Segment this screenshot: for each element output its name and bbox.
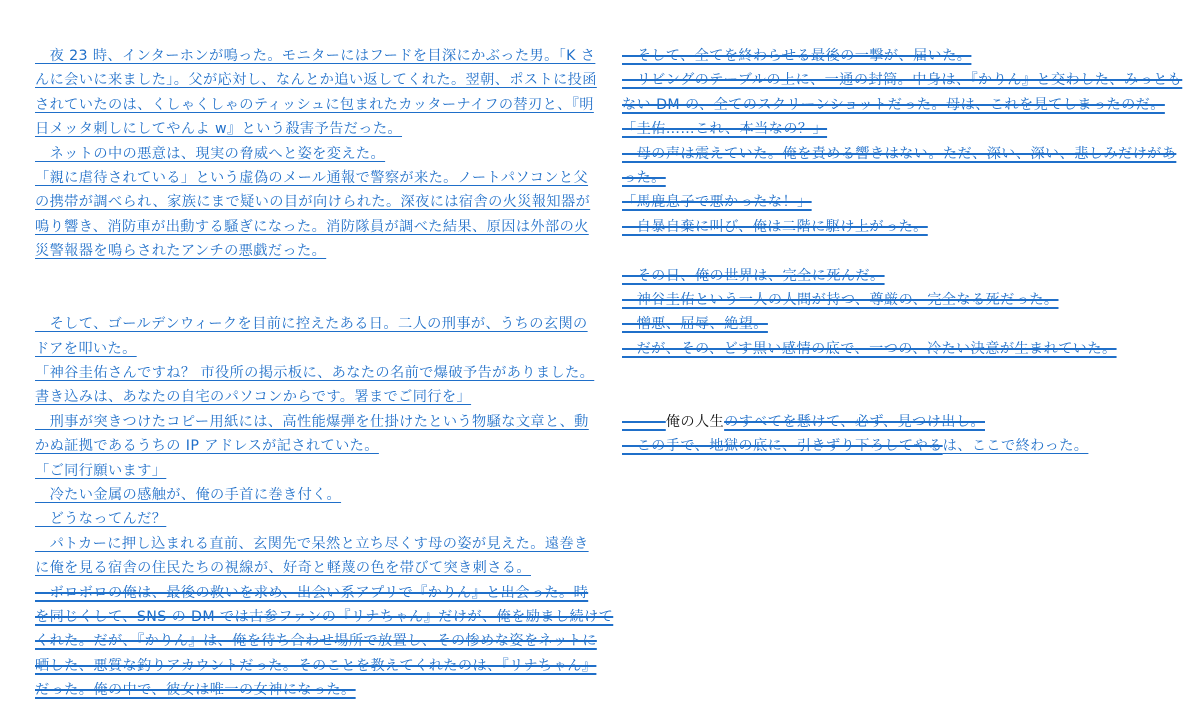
text-line-content: 夜 23 時、インターホンが鳴った。モニターにはフードを目深にかぶった男。「K さ	[35, 48, 596, 64]
text-line	[35, 581, 589, 605]
text-line-content: 日メッタ刺しにしてやんよ w』という殺害予告だった。	[35, 121, 403, 138]
text-line-content: を同じくして、SNS の DM では古参ファンの『リナちゃん』だけが、俺を励まし続けて	[35, 608, 614, 625]
paragraph-gap	[622, 385, 1167, 409]
text-line	[35, 239, 580, 263]
text-line	[35, 215, 589, 239]
paragraph-gap	[622, 361, 1167, 385]
text-line	[622, 142, 1177, 166]
text-line-content: ドアを叩いた。	[35, 340, 137, 357]
text-line-content: されていたのは、くしゃくしゃのティッシュに包まれたカッターナイフの替刃と、『明	[35, 96, 594, 113]
text-line	[622, 93, 1167, 117]
text-line-content: 刑事が突きつけたコピー用紙には、高性能爆弾を仕掛けたという物騒な文章と、動	[35, 413, 589, 430]
text-line	[35, 117, 580, 141]
text-line-content: 「神谷圭佑さんですね？ 市役所の掲示板に、あなたの名前で爆破予告がありました。	[35, 365, 595, 382]
text-line	[35, 337, 580, 361]
text-line	[35, 483, 580, 507]
text-line	[35, 166, 589, 190]
text-line-content: った。	[622, 169, 666, 186]
text-line-content: 「ご同行願います」	[35, 462, 167, 479]
text-line-content: ない DM の、全てのスクリーンショットだった。母は、これを見てしまったのだ。	[622, 96, 1165, 113]
text-line	[622, 434, 1167, 458]
text-segment: 俺の人生	[665, 413, 725, 430]
text-line-content: 「親に虐待されている」という虚偽のメール通報で警察が来た。ノートパソコンと父	[35, 169, 589, 186]
text-line-content: 鳴り響き、消防車が出動する騒ぎになった。消防隊員が調べた結果、原因は外部の火	[35, 218, 589, 235]
text-line	[622, 68, 1183, 92]
paragraph-gap	[622, 239, 1167, 263]
text-line	[622, 288, 1167, 312]
text-line	[35, 605, 614, 629]
text-line-content: 憎悪、屈辱、絶望。	[622, 316, 768, 333]
text-line	[35, 312, 588, 336]
text-line	[35, 385, 580, 409]
text-line-content: そして、全てを終わらせる最後の一撃が、届いた。	[622, 48, 972, 64]
text-line	[35, 410, 589, 434]
text-line-content: 晒した、悪質な釣りアカウントだった。そのことを教えてくれたのは、『リナちゃん』	[35, 657, 597, 674]
text-line-content: パトカーに押し込まれる直前、玄関先で呆然と立ち尽くす母の姿が見えた。遠巻き	[35, 535, 589, 552]
text-line-content: 自暴自棄に叫び、俺は二階に駆け上がった。	[622, 218, 928, 235]
text-line-content: くれた。だが、『かりん』は、俺を待ち合わせ場所で放置し、その惨めな姿をネットに	[35, 633, 597, 650]
text-line	[622, 166, 1167, 190]
text-segment: は、ここで終わった。	[942, 438, 1089, 455]
text-line	[35, 629, 597, 653]
text-line	[622, 117, 1167, 141]
left-text-column	[35, 44, 614, 703]
text-line-content: リビングのテーブルの上に、一通の封筒。中身は、『かりん』と交わした、みっとも	[622, 72, 1183, 89]
text-line-content: 神谷圭佑という一人の人間が持つ、尊厳の、完全なる死だった。	[622, 291, 1059, 308]
text-line-content: かぬ証拠であるうちの IP アドレスが記されていた。	[35, 438, 379, 455]
text-line-content: ボロボロの俺は、最後の救いを求め、出会い系アプリで『かりん』と出会った。時	[35, 584, 589, 601]
paragraph-gap	[35, 288, 580, 312]
text-line	[622, 410, 1167, 434]
text-line-content: 冷たい金属の感触が、俺の手首に巻き付く。	[35, 487, 342, 504]
text-line	[35, 142, 580, 166]
text-line	[622, 312, 1167, 336]
text-line-content: ネットの中の悪意は、現実の脅威へと姿を変えた。	[35, 145, 386, 162]
text-line	[35, 654, 597, 678]
text-line-content: どうなってんだ？	[35, 511, 167, 528]
text-line-content: だった。俺の中で、彼女は唯一の女神になった。	[35, 682, 356, 699]
text-line-content: の携帯が調べられ、家族にまで疑いの目が向けられた。深夜には宿舎の火災報知器が	[35, 194, 591, 211]
text-line	[35, 678, 580, 702]
text-line	[35, 459, 580, 483]
text-line	[622, 215, 1167, 239]
text-line-content: 「圭佑……これ、本当なの？」	[622, 121, 828, 138]
text-line	[35, 68, 597, 92]
text-line	[35, 434, 580, 458]
text-line-content: その日、俺の世界は、完全に死んだ。	[622, 267, 885, 284]
text-line	[622, 264, 1167, 288]
right-text-column	[622, 44, 1183, 459]
text-line-content: 母の声は震えていた。俺を責める響きはない。ただ、深い、深い、悲しみだけがあ	[622, 145, 1177, 162]
text-line	[35, 190, 591, 214]
text-line-content: に俺を見る宿舎の住民たちの視線が、好奇と軽蔑の色を帯びて突き刺さる。	[35, 560, 531, 577]
text-line-content: 災警報器を鳴らされたアンチの悪戯だった。	[35, 243, 327, 260]
text-line	[35, 44, 596, 68]
text-line-content: んに会いに来ました」。父が応対し、なんとか追い返してくれた。翌朝、ポストに投函	[35, 72, 597, 89]
text-line	[35, 361, 595, 385]
text-segment	[622, 414, 666, 430]
text-line-content: だが、その、どす黒い感情の底で、一つの、冷たい決意が生まれていた。	[622, 340, 1117, 357]
text-line	[35, 532, 589, 556]
text-line	[35, 93, 594, 117]
text-line	[35, 507, 580, 531]
text-segment: のすべてを懸けて、必ず、見つけ出し。	[724, 413, 985, 430]
text-line	[622, 190, 1167, 214]
text-line-content: 「馬鹿息子で悪かったな！」	[622, 194, 812, 211]
text-line	[35, 556, 580, 580]
text-segment: この手で、地獄の底に、引きずり下ろしてやる	[622, 438, 943, 455]
text-line-content: 書き込みは、あなたの自宅のパソコンからです。署までご同行を」	[35, 389, 472, 406]
text-line	[622, 337, 1167, 361]
text-line	[622, 44, 1167, 68]
paragraph-gap	[35, 264, 580, 288]
text-line-content: そして、ゴールデンウィークを目前に控えたある日。二人の刑事が、うちの玄関の	[35, 316, 588, 333]
